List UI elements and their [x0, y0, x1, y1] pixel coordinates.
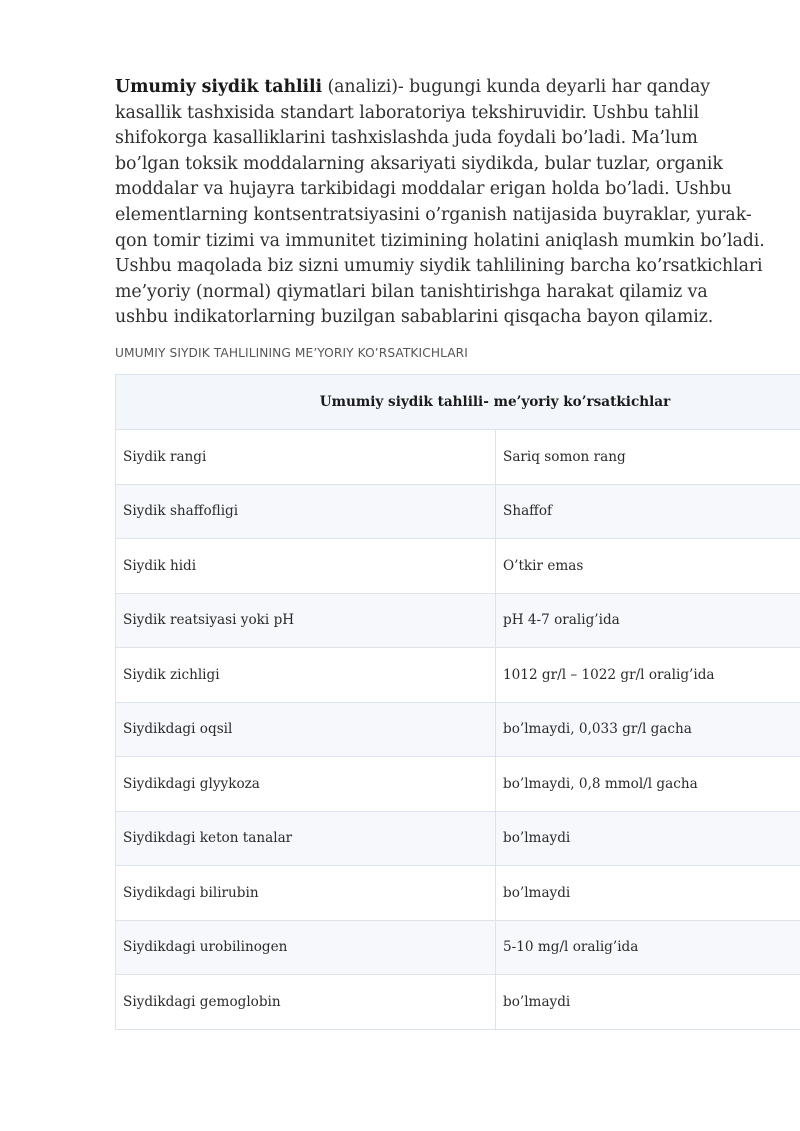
table-row	[116, 648, 800, 703]
indicator-name: Siydikdagi urobilinogen	[116, 920, 496, 975]
table-header-label: Umumiy siydik tahlili- me’yoriy ko’rsatkichlar	[319, 394, 671, 410]
indicator-name: Siydikdagi keton tanalar	[116, 811, 496, 866]
indicator-value: Shaffof	[496, 484, 800, 539]
table-caption: UMUMIY SIYDIK TAHLILINING ME’YORIY KO’RSATKICHLARI	[115, 346, 468, 360]
intro-paragraph	[115, 75, 765, 331]
indicator-value: 1012 gr/l – 1022 gr/l oralig’ida	[496, 648, 800, 703]
indicator-value: bo’lmaydi	[496, 975, 800, 1030]
indicator-name: Siydik reatsiyasi yoki pH	[116, 593, 496, 648]
table-row	[116, 430, 800, 485]
indicator-name: Siydik zichligi	[116, 648, 496, 703]
indicator-name: Siydik hidi	[116, 539, 496, 594]
table-row	[116, 866, 800, 921]
article-body	[115, 75, 765, 331]
indicator-name: Siydikdagi gemoglobin	[116, 975, 496, 1030]
indicator-value: bo’lmaydi, 0,8 mmol/l gacha	[496, 757, 800, 812]
indicator-name: Siydik rangi	[116, 430, 496, 485]
table-row	[116, 702, 800, 757]
table-row	[116, 757, 800, 812]
indicator-name: Siydikdagi bilirubin	[116, 866, 496, 921]
indicator-value: 5-10 mg/l oralig’ida	[496, 920, 800, 975]
table-header-row	[116, 375, 800, 430]
indicator-name: Siydik shaffofligi	[116, 484, 496, 539]
indicator-value: bo’lmaydi	[496, 811, 800, 866]
indicator-name: Siydikdagi glyykoza	[116, 757, 496, 812]
table-row	[116, 484, 800, 539]
norms-table	[115, 374, 800, 1030]
table-row	[116, 920, 800, 975]
indicator-name: Siydikdagi oqsil	[116, 702, 496, 757]
table-row	[116, 593, 800, 648]
indicator-value: pH 4-7 oralig’ida	[496, 593, 800, 648]
indicator-value: bo’lmaydi	[496, 866, 800, 921]
table-row	[116, 539, 800, 594]
table-row	[116, 975, 800, 1030]
intro-lead-bold: Umumiy siydik tahlili	[115, 77, 323, 97]
indicator-value: bo’lmaydi, 0,033 gr/l gacha	[496, 702, 800, 757]
table-row	[116, 811, 800, 866]
indicator-value: Sariq somon rang	[496, 430, 800, 485]
intro-text: (analizi)- bugungi kunda deyarli har qanday kasallik tashxisida standart laboratoriya tekshiruvidir. Ushbu tahlil shifokorga kasalliklarini tashxislashda juda foydali bo’ladi. Ma’lum bo’lgan toksik moddalarning aksariyati siydikda, bular tuzlar, organik moddalar va hujayra tarkibidagi moddalar erigan holda bo’ladi. Ushbu elementlarning kontsentratsiyasini o’rganish natijasida buyraklar, yurak-qon tomir tizimi va immunitet tizimining holatini aniqlash mumkin bo’ladi. Ushbu maqolada biz sizni umumiy siydik tahlilining barcha ko’rsatkichlari me’yoriy (normal) qiymatlari bilan tanishtirishga harakat qilamiz va ushbu indikatorlarning buzilgan sabablarini qisqacha bayon qilamiz.	[115, 77, 765, 328]
table-header	[116, 375, 800, 430]
indicator-value: O’tkir emas	[496, 539, 800, 594]
